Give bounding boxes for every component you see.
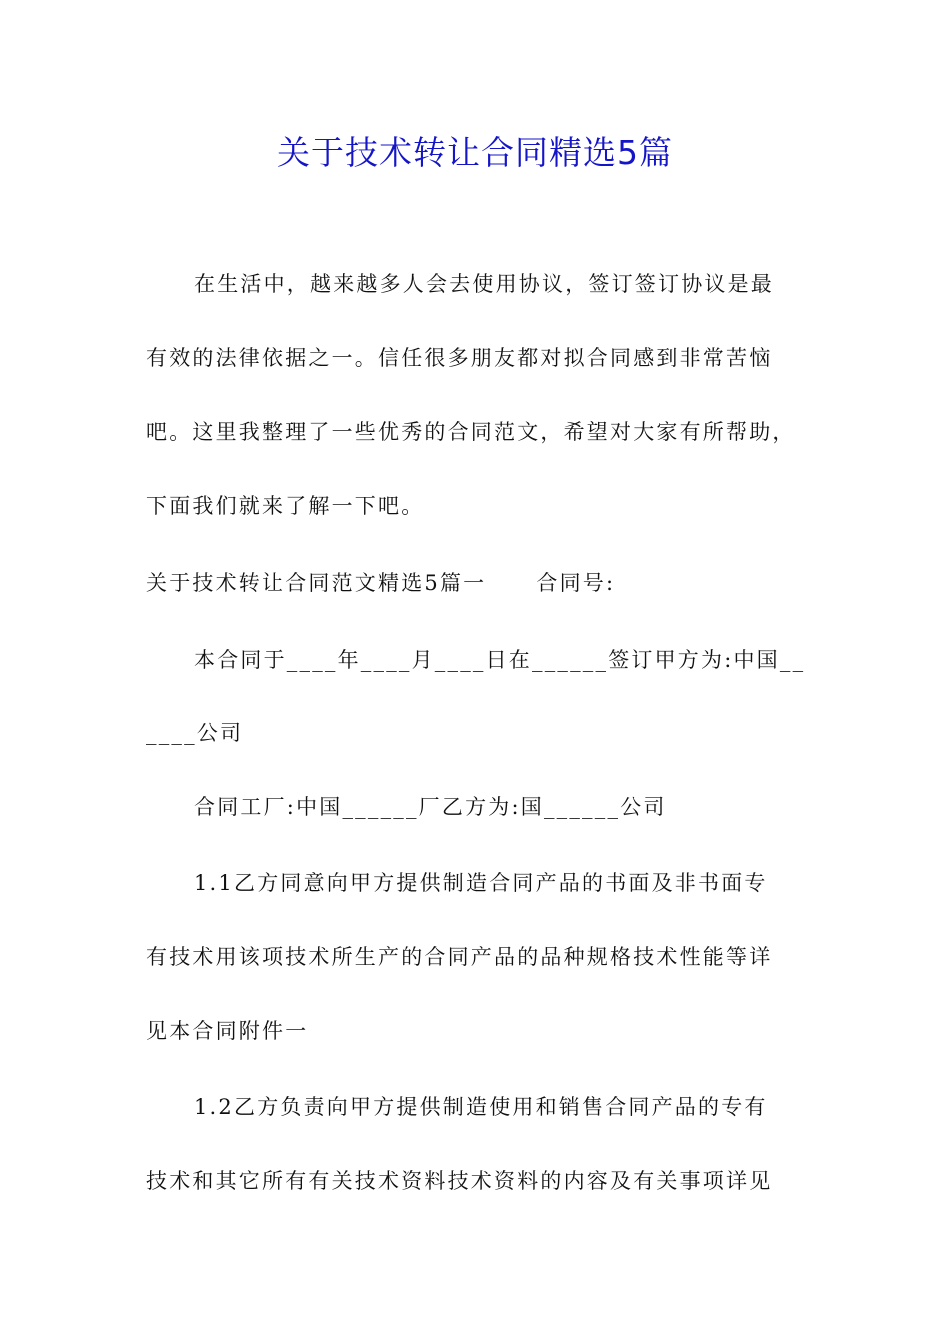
clause-line: 有技术用该项技术所生产的合同产品的品种规格技术性能等详 <box>146 945 773 969</box>
clause-line: 1.1乙方同意向甲方提供制造合同产品的书面及非书面专 <box>194 871 768 895</box>
parties-line: 合同工厂:中国______厂乙方为:国______公司 <box>194 795 667 819</box>
document-title: 关于技术转让合同精选5篇 <box>277 133 673 172</box>
clause-line: 技术和其它所有有关技术资料技术资料的内容及有关事项详见 <box>146 1169 773 1193</box>
section-heading: 关于技术转让合同范文精选5篇一 <box>146 571 487 595</box>
contract-number-label: 合同号: <box>536 571 616 595</box>
intro-line: 有效的法律依据之一。信任很多朋友都对拟合同感到非常苦恼 <box>146 346 773 370</box>
section-heading-row <box>146 568 615 598</box>
signing-line: ____公司 <box>146 721 244 745</box>
intro-line: 在生活中，越来越多人会去使用协议，签订签订协议是最 <box>194 272 774 296</box>
clause-line: 见本合同附件一 <box>146 1019 309 1043</box>
intro-line: 吧。这里我整理了一些优秀的合同范文，希望对大家有所帮助， <box>146 420 796 444</box>
clause-line: 1.2乙方负责向甲方提供制造使用和销售合同产品的专有 <box>194 1095 768 1119</box>
intro-line: 下面我们就来了解一下吧。 <box>146 494 425 518</box>
signing-line: 本合同于____年____月____日在______签订甲方为:中国__ <box>194 648 806 672</box>
